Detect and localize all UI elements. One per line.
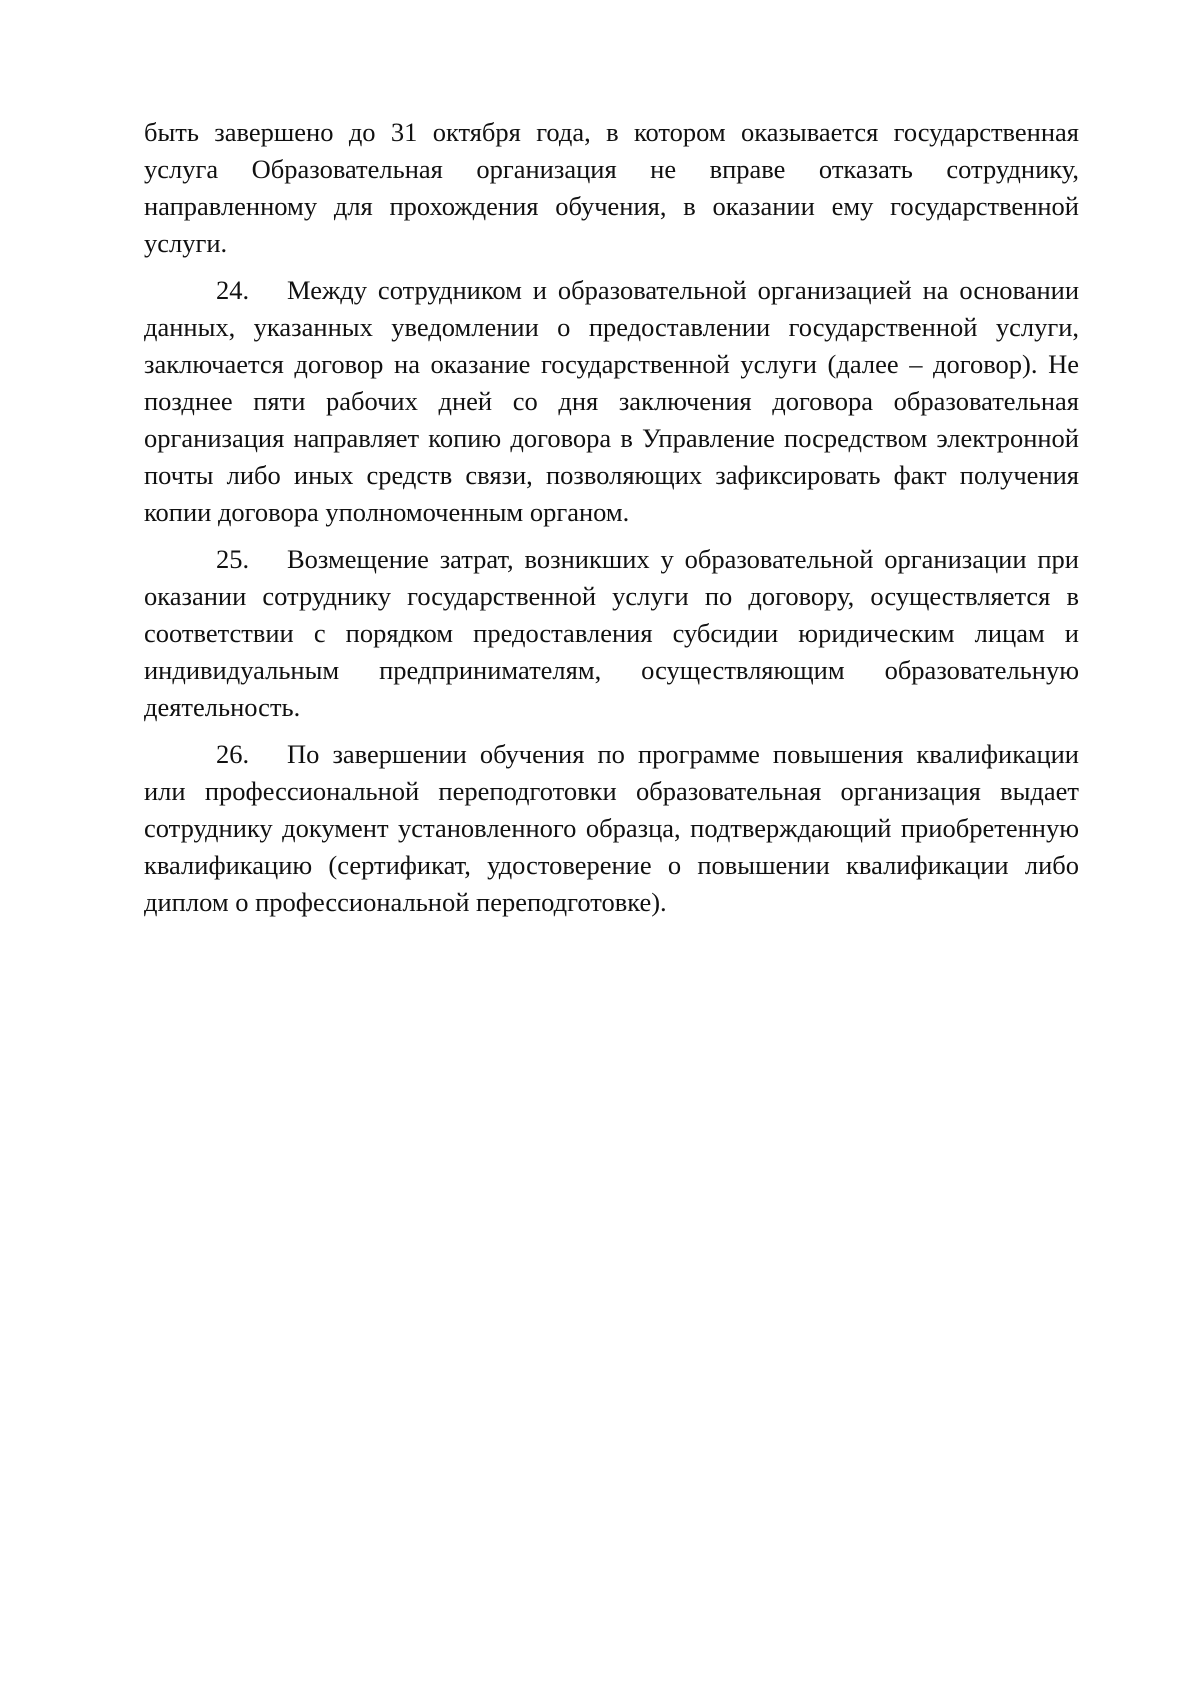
paragraph-26 [144, 736, 1079, 921]
paragraph-number: 24. [216, 275, 250, 305]
paragraph-continuation [144, 114, 1079, 262]
paragraph-text: По завершении обучения по программе повышения квалификации или профессиональной переподготовки образовательная организация выдает сотруднику документ установленного образца, подтверждающий приобретенную квалификацию (сертификат, удостоверение о повышении квалификации либо диплом о профессиональной переподготовке). [144, 739, 1079, 917]
paragraph-text: Между сотрудником и образовательной организацией на основании данных, указанных уведомлении о предоставлении государственной услуги, заключается договор на оказание государственной услуги (далее – договор). Не позднее пяти рабочих дней со дня заключения договора образовательная организация направляет копию договора в Управление посредством электронной почты либо иных средств связи, позволяющих зафиксировать факт получения копии договора уполномоченным органом. [144, 275, 1079, 527]
paragraph-text: быть завершено до 31 октября года, в котором оказывается государственная услуга Образовательная организация не вправе отказать сотруднику, направленному для прохождения обучения, в оказании ему государственной услуги. [144, 117, 1079, 258]
document-body [144, 114, 1079, 931]
paragraph-24 [144, 272, 1079, 531]
paragraph-25 [144, 541, 1079, 726]
paragraph-text: Возмещение затрат, возникших у образовательной организации при оказании сотруднику государственной услуги по договору, осуществляется в соответствии с порядком предоставления субсидии юридическим лицам и индивидуальным предпринимателям, осуществляющим образовательную деятельность. [144, 544, 1079, 722]
paragraph-number: 25. [216, 544, 250, 574]
paragraph-number: 26. [216, 739, 250, 769]
